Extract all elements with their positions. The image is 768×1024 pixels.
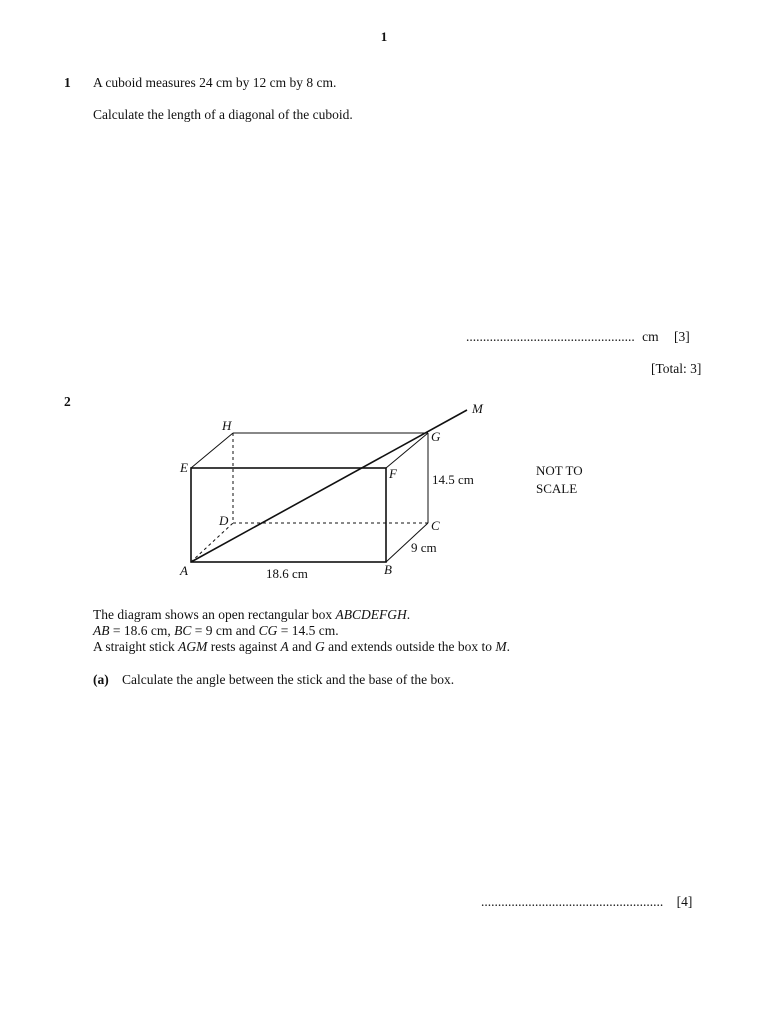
part-a-answer-line[interactable]: ...................................................... [481, 894, 664, 909]
vertex-label-e: E [180, 460, 188, 475]
vertex-label-c: C [431, 518, 440, 533]
part-a-question: Calculate the angle between the stick and the base of the box. [122, 672, 455, 687]
not-to-scale-line-2: SCALE [536, 481, 578, 496]
edge-eh [191, 433, 233, 468]
question-2-number: 2 [64, 394, 71, 409]
question-1-instruction: Calculate the length of a diagonal of the cuboid. [93, 107, 353, 122]
dimension-ab: 18.6 cm [266, 566, 308, 581]
part-a-answer-area [481, 894, 692, 910]
question-2-description-line-1: The diagram shows an open rectangular box ABCDEFGH. [93, 607, 411, 622]
dimension-bc: 9 cm [411, 540, 437, 555]
question-1-statement: A cuboid measures 24 cm by 12 cm by 8 cm. [93, 75, 337, 90]
page-number: 1 [380, 29, 388, 44]
part-a-label: (a) [93, 672, 109, 687]
vertex-label-f: F [389, 466, 397, 481]
question-1-number: 1 [64, 75, 71, 90]
question-1-answer-unit: cm [642, 329, 659, 344]
question-1-total: [Total: 3] [651, 361, 702, 376]
not-to-scale-line-1: NOT TO [536, 463, 583, 478]
vertex-label-m: M [472, 401, 483, 416]
question-1-marks: [3] [674, 329, 690, 344]
vertex-label-d: D [219, 513, 229, 528]
vertex-label-a: A [180, 563, 188, 578]
question-2-description-line-2: AB = 18.6 cm, BC = 9 cm and CG = 14.5 cm. [93, 623, 339, 638]
question-2-description-line-3: A straight stick AGM rests against A and G and extends outside the box to M. [93, 639, 510, 654]
question-1-answer-area [466, 329, 690, 345]
vertex-label-g: G [431, 429, 441, 444]
vertex-label-b: B [384, 562, 392, 577]
vertex-label-h: H [222, 418, 232, 433]
question-1-answer-line[interactable]: .................................................. [466, 329, 635, 344]
dimension-cg: 14.5 cm [432, 472, 474, 487]
part-a-marks: [4] [676, 894, 693, 909]
box-diagram [170, 395, 630, 595]
